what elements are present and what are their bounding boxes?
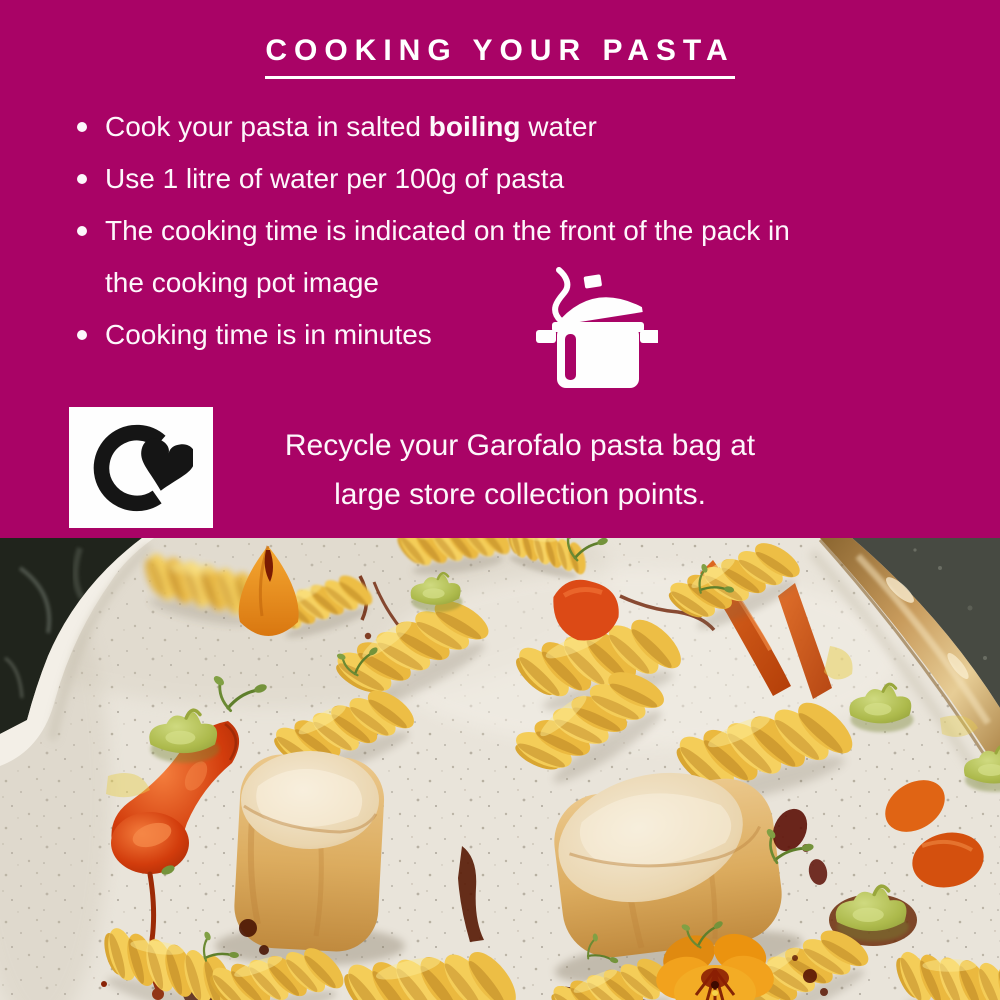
bullet-text: Use 1 litre of water per 100g of pasta bbox=[105, 163, 565, 194]
title-wrap bbox=[0, 0, 1000, 79]
bullet-text: Cook your pasta in salted bbox=[105, 111, 429, 142]
list-item bbox=[75, 101, 935, 153]
bullet-text: the cooking pot image bbox=[105, 267, 379, 298]
bullet-text: The cooking time is indicated on the front of the pack in bbox=[105, 215, 790, 246]
recycle-icon bbox=[89, 416, 193, 520]
bullet-text: Cooking time is in minutes bbox=[105, 319, 432, 350]
list-item bbox=[75, 309, 935, 361]
list-item bbox=[75, 205, 935, 309]
cooking-pot-icon bbox=[528, 266, 658, 392]
recycle-line-1: Recycle your Garofalo pasta bag at bbox=[284, 429, 756, 462]
instruction-list bbox=[75, 101, 935, 361]
bullet-text: water bbox=[520, 111, 597, 142]
recycle-row bbox=[0, 405, 1000, 531]
pasta-dish-photo bbox=[0, 538, 1000, 1000]
recycle-text bbox=[225, 421, 815, 519]
bullet-text-bold: boiling bbox=[428, 111, 521, 142]
recycle-line-2: large store collection points. bbox=[334, 478, 706, 511]
steam-wisp bbox=[555, 270, 567, 321]
recycle-badge bbox=[69, 407, 213, 528]
pot-body bbox=[536, 322, 658, 388]
page-title: COOKING YOUR PASTA bbox=[265, 33, 734, 79]
heart-arrowhead bbox=[134, 435, 193, 496]
list-item bbox=[75, 153, 935, 205]
